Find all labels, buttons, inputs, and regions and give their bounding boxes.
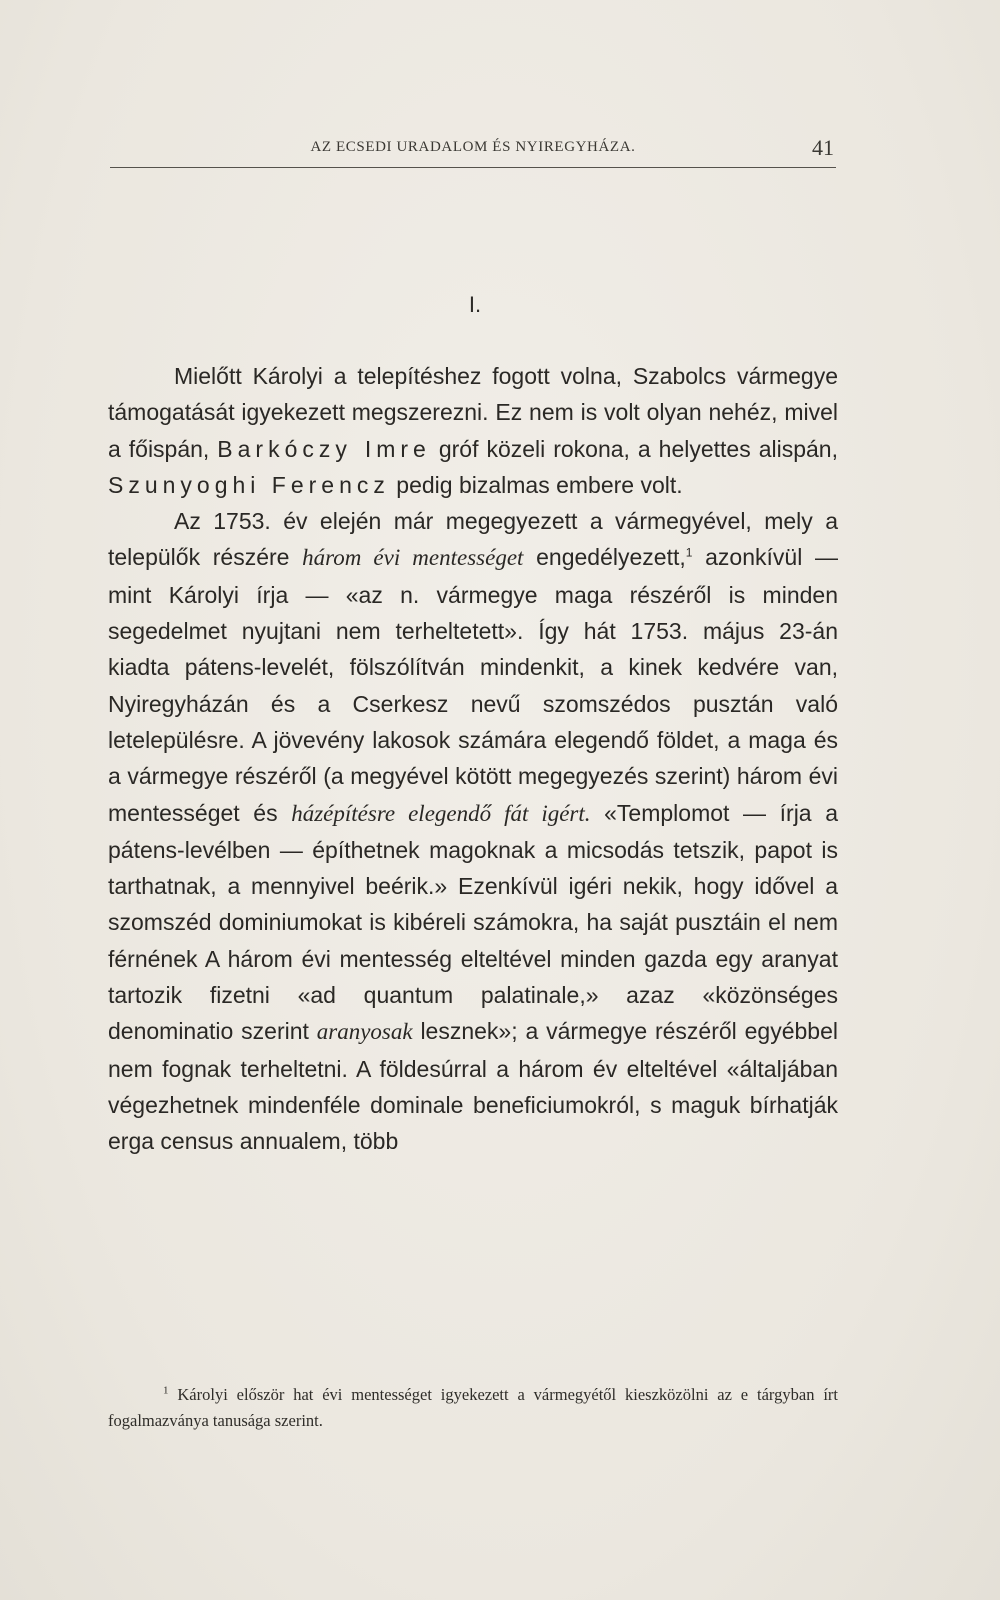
section-heading: I. bbox=[468, 292, 482, 317]
italic-emphasis: három évi mentességet bbox=[302, 545, 524, 571]
footnote-text: Károlyi először hat évi mentességet igyekezett a vármegyétől kieszközölni az e tárgyban írt fogalmazványa tanusága szerint. bbox=[108, 1385, 838, 1430]
body-text bbox=[108, 358, 838, 1160]
paragraph-1 bbox=[108, 358, 838, 503]
italic-emphasis: házépítésre elegendő fát igért. bbox=[291, 800, 591, 826]
text-run: Az 1753. év elején már megegyezett a vármegyével, mely a települők részére bbox=[108, 508, 838, 571]
footnote bbox=[108, 1382, 838, 1434]
running-title: AZ ECSEDI URADALOM ÉS NYIREGYHÁZA. bbox=[310, 139, 636, 155]
spaced-name: Barkóczy Imre bbox=[217, 435, 431, 462]
text-run: Mielőtt Károlyi a telepítéshez fogott volna, Szabolcs vármegye támogatását igyekezett megszerezni. Ez nem is volt olyan nehéz, mivel a főispán, bbox=[108, 363, 838, 462]
text-run: azonkívül — mint Károlyi írja — «az n. vármegye maga részéről is minden segedelmet nyujtani nem terheltetett». Így hát 1753. május 23-án kiadta pátens-levelét, fölszólítván mindenkit, a kinek kedvére van, Nyiregyházán és a Cserkesz nevű szomszédos pusztán való letelepülésre. A jövevény lakosok számára elegendő földet, a maga és a vármegye részéről (a megyével kötött megegyezés szerint) három évi mentességet és bbox=[108, 544, 838, 826]
text-run: gróf közeli rokona, a helyettes alispán, bbox=[430, 435, 838, 462]
italic-emphasis: aranyosak bbox=[316, 1019, 413, 1045]
text-run: engedélyezett, bbox=[523, 544, 686, 571]
text-run: «Templomot — írja a pátens-levélben — építhetnek magoknak a micsodás tetszik, papot is tarthatnak, a mennyivel beérik.» Ezenkívül igéri nekik, hogy idővel a szomszéd dominiumokat is kibéreli számokra, ha saját pusztáin el nem férnének A három évi mentesség elteltével minden gazda egy aranyat tartozik fizetni «ad quantum palatinale,» azaz «közönséges denominatio szerint bbox=[108, 799, 838, 1045]
text-run: pedig bizalmas embere volt. bbox=[389, 471, 683, 498]
running-head bbox=[110, 137, 836, 168]
footnote-marker: 1 bbox=[163, 1384, 169, 1397]
footnote-reference: 1 bbox=[685, 545, 693, 560]
paragraph-2 bbox=[108, 503, 838, 1159]
spaced-name: Szunyoghi Ferencz bbox=[108, 471, 390, 498]
text-run: lesznek»; a vármegye részéről egyébbel nem fognak terheltetni. A földesúrral a három év elteltével «általjában végezhetnek mindenféle dominale beneficiumokról, s maguk bírhatják erga census annualem, több bbox=[108, 1018, 838, 1155]
page-number: 41 bbox=[812, 135, 834, 160]
